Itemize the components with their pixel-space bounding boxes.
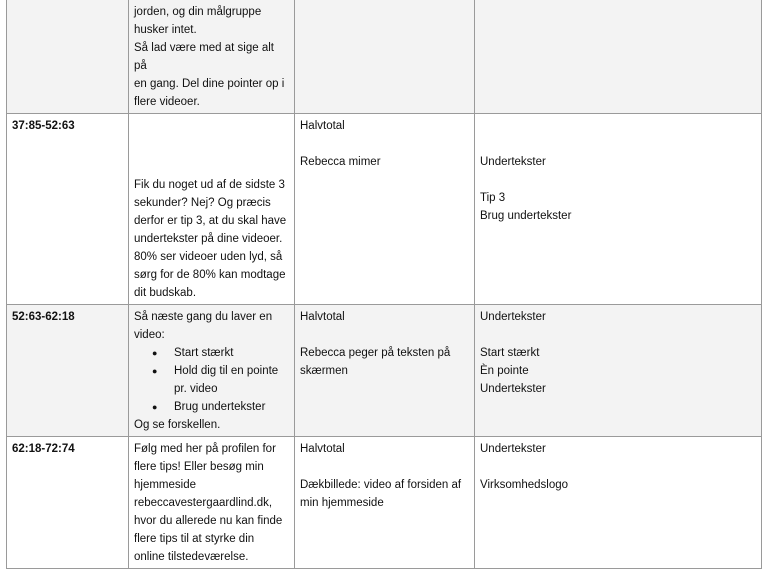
- shot-line: min hjemmeside: [300, 497, 384, 509]
- text-line: derfor er tip 3, at du skal have: [134, 215, 287, 227]
- bullet-item: ● Start stærkt: [152, 344, 289, 362]
- shot-cell: [295, 114, 475, 305]
- blank-line: [480, 326, 756, 344]
- graphics-line: Undertekster: [480, 311, 546, 323]
- bullet-item: ● Brug undertekster: [152, 398, 289, 416]
- table-row: [7, 114, 762, 305]
- text-line: jorden, og din målgruppe: [134, 6, 262, 18]
- graphics-line: Tip 3: [480, 192, 506, 204]
- bullet-continuation-text: pr. video: [174, 383, 218, 395]
- blank-line: [300, 326, 469, 344]
- voiceover-cell: [129, 114, 295, 305]
- graphics-cell: [475, 305, 762, 437]
- graphics-line: Start stærkt: [480, 347, 540, 359]
- shot-line: Halvtotal: [300, 120, 345, 132]
- text-line: Så næste gang du laver en: [134, 311, 273, 323]
- shot-cell: [295, 305, 475, 437]
- table-row: [7, 305, 762, 437]
- graphics-cell: [475, 114, 762, 305]
- text-line: hjemmeside: [134, 479, 196, 491]
- bullet-item-continuation: [152, 380, 289, 398]
- text-line: dit budskab.: [134, 287, 197, 299]
- voiceover-cell: [129, 437, 295, 569]
- graphics-line: Èn pointe: [480, 365, 529, 377]
- text-line: flere videoer.: [134, 96, 200, 108]
- shot-line: Rebecca mimer: [300, 156, 381, 168]
- graphics-line: Undertekster: [480, 443, 546, 455]
- text-line: flere tips til at styrke din: [134, 533, 255, 545]
- script-table: [6, 0, 762, 569]
- table-row: [7, 437, 762, 569]
- blank-line: [480, 458, 756, 476]
- text-line: Og se forskellen.: [134, 419, 221, 431]
- text-line: video:: [134, 329, 165, 341]
- graphics-cell: [475, 437, 762, 569]
- text-line: hvor du allerede nu kan finde: [134, 515, 283, 527]
- text-line: Følg med her på profilen for: [134, 443, 276, 455]
- time-cell: 52:63-62:18: [7, 305, 129, 437]
- shot-line: Dækbillede: video af forsiden af: [300, 479, 462, 491]
- shot-cell: [295, 437, 475, 569]
- text-line: undertekster på dine videoer.: [134, 233, 283, 245]
- text-line: sørg for de 80% kan modtage: [134, 269, 286, 281]
- shot-line: skærmen: [300, 365, 348, 377]
- bullet-list: [134, 344, 289, 416]
- text-line: flere tips! Eller besøg min: [134, 461, 264, 473]
- shot-line: Halvtotal: [300, 443, 345, 455]
- graphics-line: Virksomhedslogo: [480, 479, 569, 491]
- text-line: online tilstedeværelse.: [134, 551, 249, 563]
- shot-line: Rebecca peger på teksten på: [300, 347, 451, 359]
- bullet-item: ● Hold dig til en pointe: [152, 362, 289, 380]
- voiceover-cell: [129, 305, 295, 437]
- graphics-cell: [475, 0, 762, 114]
- text-line: 80% ser videoer uden lyd, så: [134, 251, 283, 263]
- voiceover-cell: [129, 0, 295, 114]
- graphics-line: Undertekster: [480, 383, 546, 395]
- time-cell: [7, 0, 129, 114]
- text-line: Fik du noget ud af de sidste 3: [134, 179, 285, 191]
- shot-line: Halvtotal: [300, 311, 345, 323]
- shot-cell: [295, 0, 475, 114]
- graphics-line: Undertekster: [480, 156, 546, 168]
- time-cell: 62:18-72:74: [7, 437, 129, 569]
- blank-line: [300, 458, 469, 476]
- table-row: [7, 0, 762, 114]
- blank-line: [300, 135, 469, 153]
- text-line: sekunder? Nej? Og præcis: [134, 197, 271, 209]
- blank-line: [480, 117, 756, 135]
- graphics-line: Brug undertekster: [480, 210, 572, 222]
- text-line: husker intet.: [134, 24, 197, 36]
- text-line: en gang. Del dine pointer op i: [134, 78, 285, 90]
- text-line: Så lad være med at sige alt på: [134, 42, 278, 72]
- blank-line: [480, 135, 756, 153]
- text-line: rebeccavestergaardlind.dk,: [134, 497, 273, 509]
- time-cell: 37:85-52:63: [7, 114, 129, 305]
- blank-line: [480, 171, 756, 189]
